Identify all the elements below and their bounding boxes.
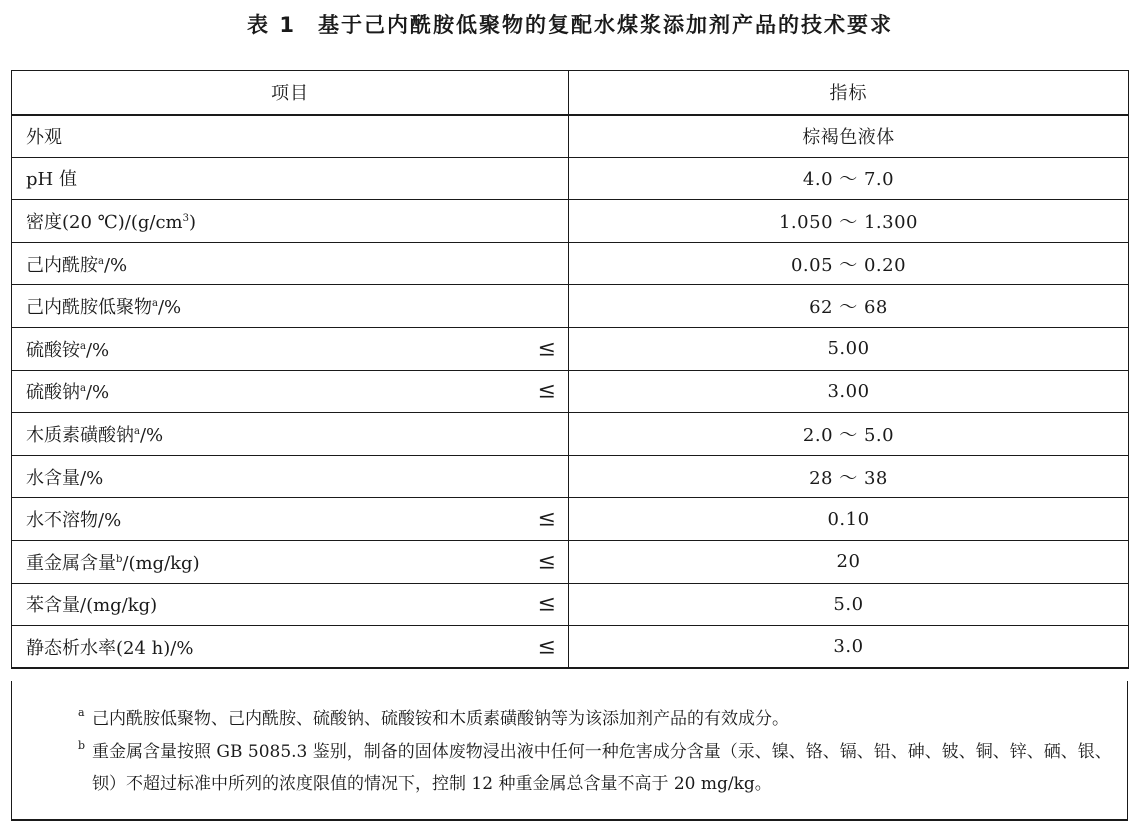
footnote-b (78, 736, 1122, 800)
table-row (12, 200, 1129, 243)
footnote-mark: a (78, 706, 85, 719)
item-label: pH 值 (26, 169, 77, 191)
value-cell: 62 ～ 68 (569, 285, 1129, 328)
value-cell: 4.0 ～ 7.0 (569, 157, 1129, 200)
item-superscript: a (152, 298, 158, 310)
item-unit: /% (157, 297, 182, 319)
item-label: 苯含量/(mg/kg) (26, 595, 158, 617)
value-cell: 5.00 (569, 327, 1129, 370)
table-row (12, 498, 1129, 541)
less-or-equal-sign: ≤ (537, 634, 556, 660)
less-or-equal-sign: ≤ (537, 378, 556, 404)
value-cell: 1.050 ～ 1.300 (569, 200, 1129, 243)
table-row (12, 242, 1129, 285)
less-or-equal-sign: ≤ (537, 336, 556, 362)
item-cell (12, 455, 569, 498)
item-unit: /(mg/kg) (122, 552, 200, 574)
value-cell: 0.05 ～ 0.20 (569, 242, 1129, 285)
table-number: 表 1 (247, 13, 296, 37)
table-row (12, 285, 1129, 328)
value-cell: 3.00 (569, 370, 1129, 413)
item-label: 硫酸钠 (26, 382, 80, 404)
item-cell (12, 200, 569, 243)
item-superscript: a (80, 340, 86, 352)
item-unit: /% (103, 254, 128, 276)
spec-table (11, 70, 1129, 669)
value-cell: 20 (569, 540, 1129, 583)
table-row (12, 413, 1129, 456)
header-item: 项目 (12, 71, 569, 115)
table-caption (0, 10, 1140, 40)
table-row (12, 626, 1129, 669)
item-label: 己内酰胺低聚物 (26, 297, 152, 319)
item-superscript: b (116, 553, 123, 565)
value-cell: 3.0 (569, 626, 1129, 669)
table-row (12, 455, 1129, 498)
item-cell (12, 327, 569, 370)
item-superscript: a (98, 255, 104, 267)
item-label: 木质素磺酸钠 (26, 424, 134, 446)
item-cell (12, 157, 569, 200)
item-cell (12, 115, 569, 158)
table-row (12, 115, 1129, 158)
item-label: 密度(20 ℃)/(g/cm (26, 211, 183, 233)
value-cell: 5.0 (569, 583, 1129, 626)
item-cell (12, 242, 569, 285)
value-cell: 棕褐色液体 (569, 115, 1129, 158)
table-notes (11, 681, 1128, 821)
item-cell (12, 583, 569, 626)
item-cell (12, 498, 569, 541)
item-cell (12, 540, 569, 583)
item-cell (12, 285, 569, 328)
item-unit: /% (85, 339, 110, 361)
table-row (12, 157, 1129, 200)
item-label: 己内酰胺 (26, 254, 98, 276)
table-header-row (12, 71, 1129, 115)
less-or-equal-sign: ≤ (537, 549, 556, 575)
table-row (12, 540, 1129, 583)
item-unit: ) (189, 211, 197, 233)
item-superscript: a (80, 383, 86, 395)
footnote-text: 己内酰胺低聚物、己内酰胺、硫酸钠、硫酸铵和木质素磺酸钠等为该添加剂产品的有效成分。 (92, 709, 789, 729)
item-label: 水不溶物/% (26, 510, 122, 532)
item-label: 重金属含量 (26, 552, 116, 574)
item-label: 外观 (26, 127, 62, 149)
table-row (12, 327, 1129, 370)
less-or-equal-sign: ≤ (537, 591, 556, 617)
item-cell (12, 413, 569, 456)
less-or-equal-sign: ≤ (537, 506, 556, 532)
item-unit: /% (85, 382, 110, 404)
item-cell (12, 370, 569, 413)
item-superscript: a (134, 425, 140, 437)
item-label: 静态析水率(24 h)/% (26, 637, 194, 659)
item-label: 硫酸铵 (26, 339, 80, 361)
item-label: 水含量/% (26, 467, 104, 489)
value-cell: 0.10 (569, 498, 1129, 541)
footnote-mark: b (78, 739, 86, 752)
value-cell: 28 ～ 38 (569, 455, 1129, 498)
table-title: 基于己内酰胺低聚物的复配水煤浆添加剂产品的技术要求 (317, 13, 893, 37)
footnote-a (78, 703, 1122, 735)
item-superscript: 3 (182, 212, 190, 224)
header-index: 指标 (569, 71, 1129, 115)
item-unit: /% (139, 424, 164, 446)
table-row (12, 583, 1129, 626)
footnote-text: 重金属含量按照 GB 5085.3 鉴别，制备的固体废物浸出液中任何一种危害成分含量（汞、镍、铬、镉、铅、砷、铍、铜、锌、硒、银、钡）不超过标准中所列的浓度限值的情况下，控制 12 种重金属总含量不高于 20 mg/kg。 (92, 742, 1112, 794)
value-cell: 2.0 ～ 5.0 (569, 413, 1129, 456)
table-row (12, 370, 1129, 413)
item-cell (12, 626, 569, 669)
